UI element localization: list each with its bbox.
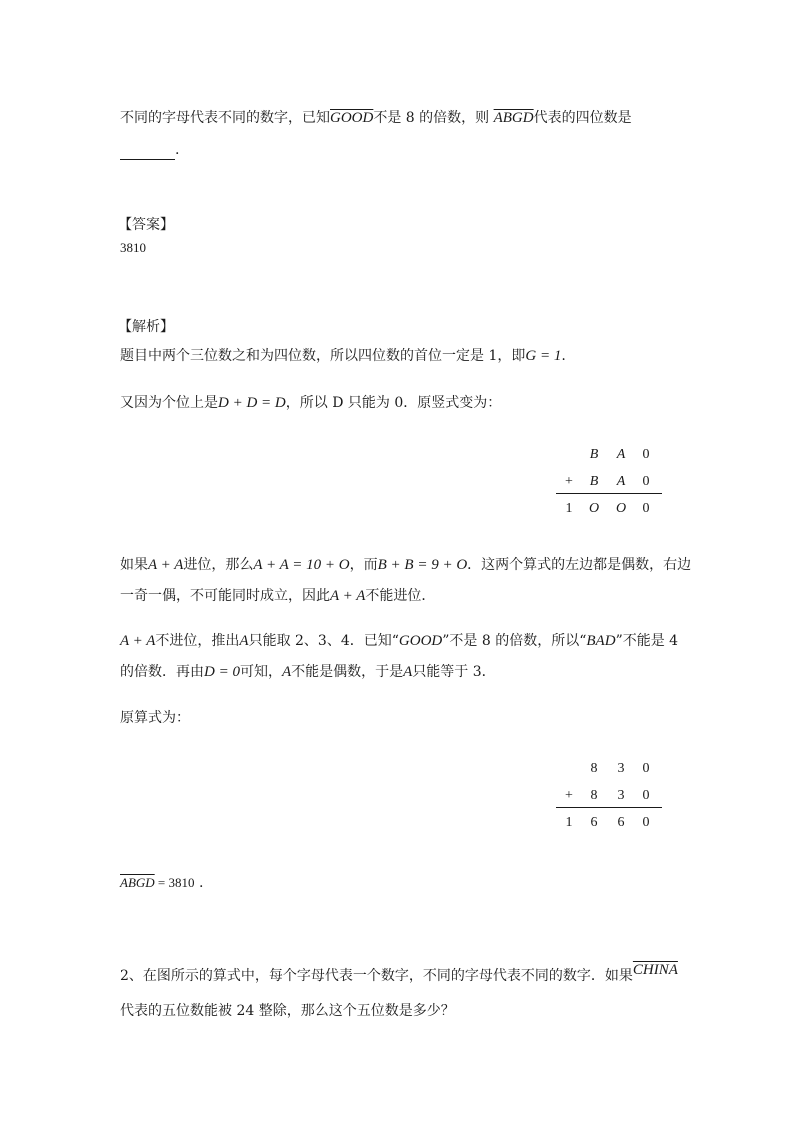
china-overline: CHINA [632, 962, 678, 978]
analysis-p5: A + A不进位，推出A只能取 2、3、4．已知“GOOD”不是 8 的倍数，所以“BAD”不能是 4 [120, 633, 679, 649]
analysis-p4: 一奇一偶，不可能同时成立，因此A + A不能进位． [120, 588, 436, 604]
sum-rule-1 [556, 493, 662, 494]
analysis-final: ABGD = 3810 . [120, 875, 204, 891]
analysis-heading: 【解析】 [118, 319, 174, 335]
problem1-line1: 不同的字母代表不同的数字，已知GOOD不是 8 的倍数，则 ABGD代表的四位数是 [120, 110, 632, 126]
analysis-p3: 如果A + A进位，那么A + A = 10 + O，而B + B = 9 + O．这两个算式的左边都是偶数，右边 [120, 557, 692, 573]
sum-rule-2 [556, 807, 662, 808]
answer-value: 3810 [120, 240, 146, 255]
problem1-line2: . [120, 140, 179, 160]
problem2-line1: 2、在图所示的算式中，每个字母代表一个数字，不同的字母代表不同的数字．如果CHINA [120, 962, 678, 984]
problem2-line2: 代表的五位数能被 24 整除，那么这个五位数是多少？ [120, 1003, 455, 1019]
analysis-p6: 的倍数．再由D = 0可知，A不能是偶数，于是A只能等于 3． [120, 664, 496, 680]
analysis-p2: 又因为个位上是D + D = D，所以 D 只能为 0．原竖式变为： [120, 395, 502, 411]
answer-blank[interactable] [120, 144, 175, 160]
abgd-overline: ABGD [493, 110, 534, 126]
analysis-p7: 原算式为： [120, 710, 190, 726]
answer-heading: 【答案】 [118, 217, 174, 233]
analysis-p1: 题目中两个三位数之和为四位数，所以四位数的首位一定是 1，即G = 1. [120, 348, 566, 364]
good-overline: GOOD [330, 110, 374, 126]
